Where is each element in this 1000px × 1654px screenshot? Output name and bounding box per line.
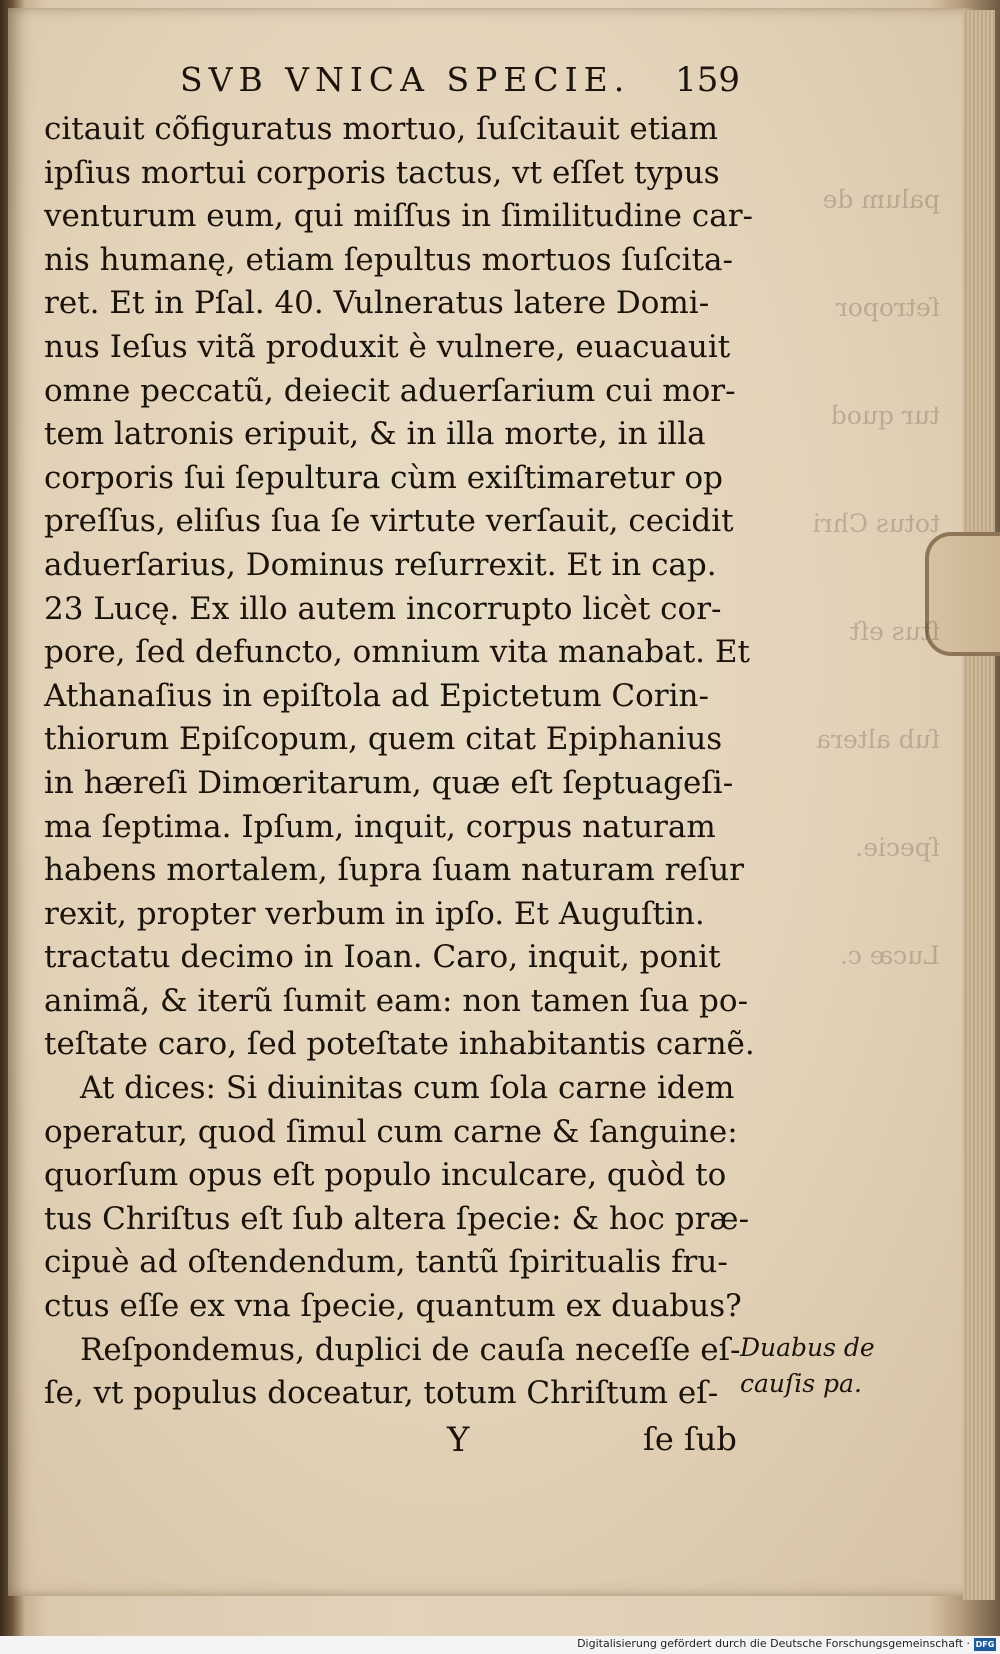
- text-line: nus Ieſus vitã produxit è vulnere, euacuauit: [44, 328, 731, 365]
- bleed-line: ſpecie.: [855, 833, 940, 862]
- text-line: citauit cõfiguratus mortuo, ſuſcitauit etiam: [44, 111, 718, 147]
- text-line: tractatu decimo in Ioan. Caro, inquit, ponit: [44, 939, 721, 976]
- bleed-line: Lucæ c.: [839, 941, 940, 970]
- running-title: SVB VNICA SPECIE.: [180, 60, 631, 99]
- text-line: tem latronis eripuit, & in illa morte, in illa: [44, 416, 706, 453]
- bleed-through-text: [780, 110, 940, 970]
- text-line: Reſpondemus, duplici de cauſa neceſſe eſ-: [80, 1331, 741, 1368]
- running-header: [180, 60, 740, 99]
- bleed-line: ſetropor: [835, 293, 940, 322]
- text-line: ipſius mortui corporis tactus, vt eſſet typus: [44, 154, 720, 191]
- marginal-note-line: Duabus de: [740, 1333, 875, 1362]
- text-line: ctus eſſe ex vna ſpecie, quantum ex duabus?: [44, 1288, 742, 1325]
- text-line: ret. Et in Pſal. 40. Vulneratus latere Domi-: [44, 285, 710, 322]
- catchword: ſe ſub: [643, 1420, 737, 1458]
- book-fore-edge: [963, 10, 995, 1600]
- text-line: tus Chriſtus eſt ſub altera ſpecie: & hoc præ-: [44, 1200, 750, 1237]
- signature-mark: Y: [447, 1420, 470, 1460]
- text-line: thiorum Epiſcopum, quem citat Epiphanius: [44, 721, 723, 758]
- text-line: in hæreſi Dimœritarum, quæ eſt ſeptuageſi-: [44, 764, 734, 801]
- text-line: ma ſeptima. Ipſum, inquit, corpus naturam: [44, 808, 716, 845]
- text-line: omne peccatũ, deiecit aduerſarium cui mor-: [44, 372, 736, 409]
- text-line: Athanaſius in epiſtola ad Epictetum Corin-: [44, 677, 709, 714]
- bleed-line: ſub altera: [816, 725, 940, 754]
- bleed-line: tur quod: [830, 401, 940, 430]
- funding-credit: Digitalisierung gefördert durch die Deutsche Forschungsgemeinschaft ·: [577, 1637, 970, 1650]
- text-line: preſſus, eliſus ſua ſe virtute verſauit, cecidit: [44, 503, 734, 540]
- page-number: 159: [675, 60, 740, 100]
- text-line: habens mortalem, ſupra ſuam naturam reſur: [44, 852, 744, 889]
- text-line: pore, ſed defuncto, omnium vita manabat. Et: [44, 634, 750, 671]
- marginal-note-line: cauſis pa.: [740, 1369, 862, 1398]
- text-line: teſtate caro, ſed poteſtate inhabitantis carnẽ.: [44, 1026, 755, 1063]
- text-line: cipuè ad oſtendendum, tantũ ſpiritualis fru-: [44, 1244, 728, 1281]
- text-line: animã, & iterũ ſumit eam: non tamen ſua po-: [44, 982, 749, 1019]
- text-line: operatur, quod ſimul cum carne & ſanguine:: [44, 1113, 738, 1150]
- text-line: venturum eum, qui miſſus in ſimilitudine car-: [44, 198, 754, 235]
- bleed-line: ſtus eſt: [849, 617, 940, 646]
- body-text: [44, 108, 755, 1416]
- text-line: ſe, vt populus doceatur, totum Chriſtum eſ-: [44, 1375, 719, 1412]
- text-line: nis humanę, etiam ſepultus mortuos ſuſcita-: [44, 241, 733, 278]
- dfg-logo-icon: DFG: [975, 1640, 995, 1649]
- digitization-footer: [0, 1636, 1000, 1654]
- marginal-note: [740, 1330, 900, 1402]
- text-line: aduerſarius, Dominus reſurrexit. Et in cap.: [44, 546, 717, 583]
- bleed-line: totus Chri: [812, 509, 940, 538]
- text-line: quorſum opus eſt populo inculcare, quòd to: [44, 1157, 727, 1194]
- text-line: corporis ſui ſepultura cùm exiſtimaretur op: [44, 459, 723, 496]
- text-line: rexit, propter verbum in ipſo. Et Auguſtin.: [44, 895, 705, 932]
- bleed-line: palum de: [822, 185, 940, 214]
- text-line: At dices: Si diuinitas cum ſola carne idem: [80, 1070, 735, 1107]
- text-line: 23 Lucę. Ex illo autem incorrupto licèt cor-: [44, 590, 722, 627]
